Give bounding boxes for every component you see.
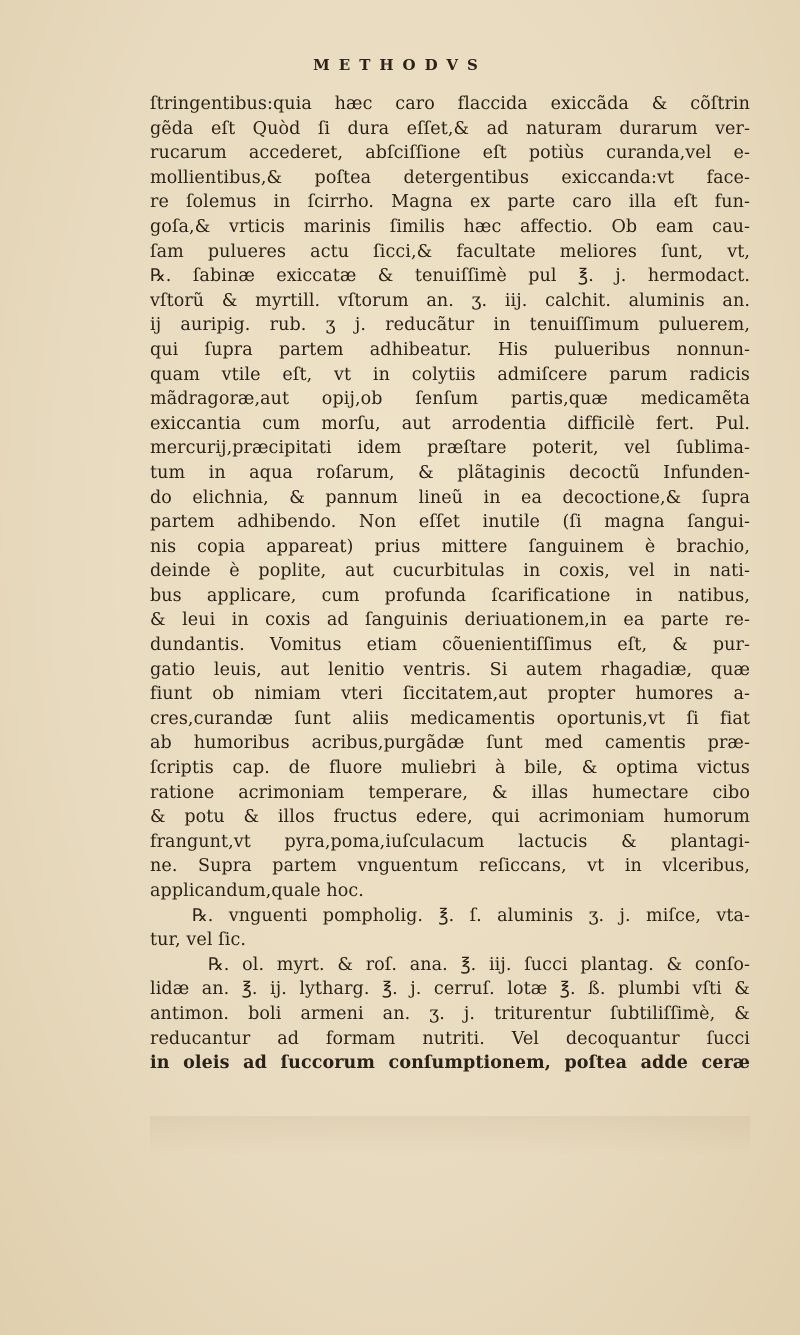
text-line: tur, vel ſic. <box>150 930 247 951</box>
text-line: ratione acrimoniam temperare, & illas humectare cibo <box>150 782 750 803</box>
text-line: fiunt ob nimiam vteri ſiccitatem,aut propter humores a- <box>150 684 750 705</box>
text-line: quam vtile eſt, vt in colytiis admiſcere parum radicis <box>150 364 750 385</box>
text-line: dundantis. Vomitus etiam cõuenientiſſimus eſt, & pur- <box>150 635 750 656</box>
text-line: qui ſupra partem adhibeatur. His pulueribus nonnun- <box>150 339 750 360</box>
page-shadow <box>150 1116 750 1156</box>
text-line: exiccantia cum morſu, aut arrodentia difficilè fert. Pul. <box>150 413 750 434</box>
text-line: ſcriptis cap. de fluore muliebri à bile, & optima victus <box>150 758 750 779</box>
text-line: antimon. boli armeni an. ʒ. j. triturentur ſubtiliſſimè, & <box>150 1003 750 1024</box>
text-line: lidæ an. ℥. ij. lytharg. ℥. j. cerruſ. lotæ ℥. ß. plumbi vſti & <box>150 979 750 1000</box>
text-line: ij auripig. rub. ʒ j. reducãtur in tenuiſſimum puluerem, <box>150 315 750 336</box>
text-line: mollientibus,& poſtea detergentibus exiccanda:vt face- <box>150 167 750 188</box>
text-line: & potu & illos fructus edere, qui acrimoniam humorum <box>150 807 750 828</box>
text-line: nis copia appareat) prius mittere ſanguinem è brachio, <box>150 536 750 557</box>
text-line: partem adhibendo. Non eſſet inutile (ſi magna ſangui- <box>150 512 750 533</box>
text-line: do elichnia, & pannum lineũ in ea decoctione,& ſupra <box>150 487 750 508</box>
text-line: gẽda eſt Quòd ſi dura eſſet,& ad naturam durarum ver- <box>150 118 750 139</box>
text-line: applicandum,quale hoc. <box>150 881 364 901</box>
text-line: in oleis ad ſuccorum conſumptionem, poſtea adde ceræ <box>150 1053 750 1074</box>
text-line: tum in aqua roſarum, & plãtaginis decoctũ Infunden- <box>150 462 750 483</box>
text-line: gatio leuis, aut lenitio ventris. Si autem rhagadiæ, quæ <box>150 659 750 680</box>
text-line: bus applicare, cum profunda ſcarificatione in natibus, <box>150 585 750 606</box>
text-block <box>150 92 750 1076</box>
text-line: ne. Supra partem vnguentum reſiccans, vt in vlceribus, <box>150 856 750 877</box>
text-line: goſa,& vrticis marinis ſimilis hæc affectio. Ob eam cau- <box>150 216 750 237</box>
text-line: reducantur ad formam nutriti. Vel decoquantur ſucci <box>150 1028 750 1049</box>
text-line: frangunt,vt pyra,poma,iuſculacum lactucis & plantagi- <box>150 831 750 852</box>
running-head: METHODVS <box>313 56 487 74</box>
text-line: ab humoribus acribus,purgãdæ ſunt med camentis præ- <box>150 733 750 754</box>
recipe-line: ℞. vnguenti pompholig. ℥. ſ. aluminis ʒ. j. miſce, vta- <box>192 905 750 926</box>
recipe-line: ℞. ol. myrt. & roſ. ana. ℥. iij. ſucci plantag. & conſo- <box>208 954 750 975</box>
text-line: rucarum accederet, abſciſſione eſt potiùs curanda,vel e- <box>150 143 750 164</box>
text-line: ſtringentibus:quia hæc caro flaccida exiccãda & cõſtrin <box>150 94 750 114</box>
recipe-line: ℞. ſabinæ exiccatæ & tenuiſſimè pul ℥. j. hermodact. <box>150 266 750 287</box>
text-line: mãdragoræ,aut opij,ob ſenſum partis,quæ medicamẽta <box>150 389 750 410</box>
text-line: & leui in coxis ad ſanguinis deriuationem,in ea parte re- <box>150 610 750 631</box>
text-line: ſam pulueres actu ſicci,& facultate meliores ſunt, vt, <box>150 241 750 262</box>
text-line: deinde è poplite, aut cucurbitulas in coxis, vel in nati- <box>150 561 750 582</box>
text-line: vſtorũ & myrtill. vſtorum an. ʒ. iij. calchit. aluminis an. <box>150 290 750 311</box>
text-line: mercurij,præcipitati idem præſtare poterit, vel ſublima- <box>150 438 750 459</box>
text-line: cres,curandæ ſunt aliis medicamentis oportunis,vt ſi fiat <box>150 708 750 729</box>
text-line: re ſolemus in ſcirrho. Magna ex parte caro illa eſt fun- <box>150 192 750 213</box>
